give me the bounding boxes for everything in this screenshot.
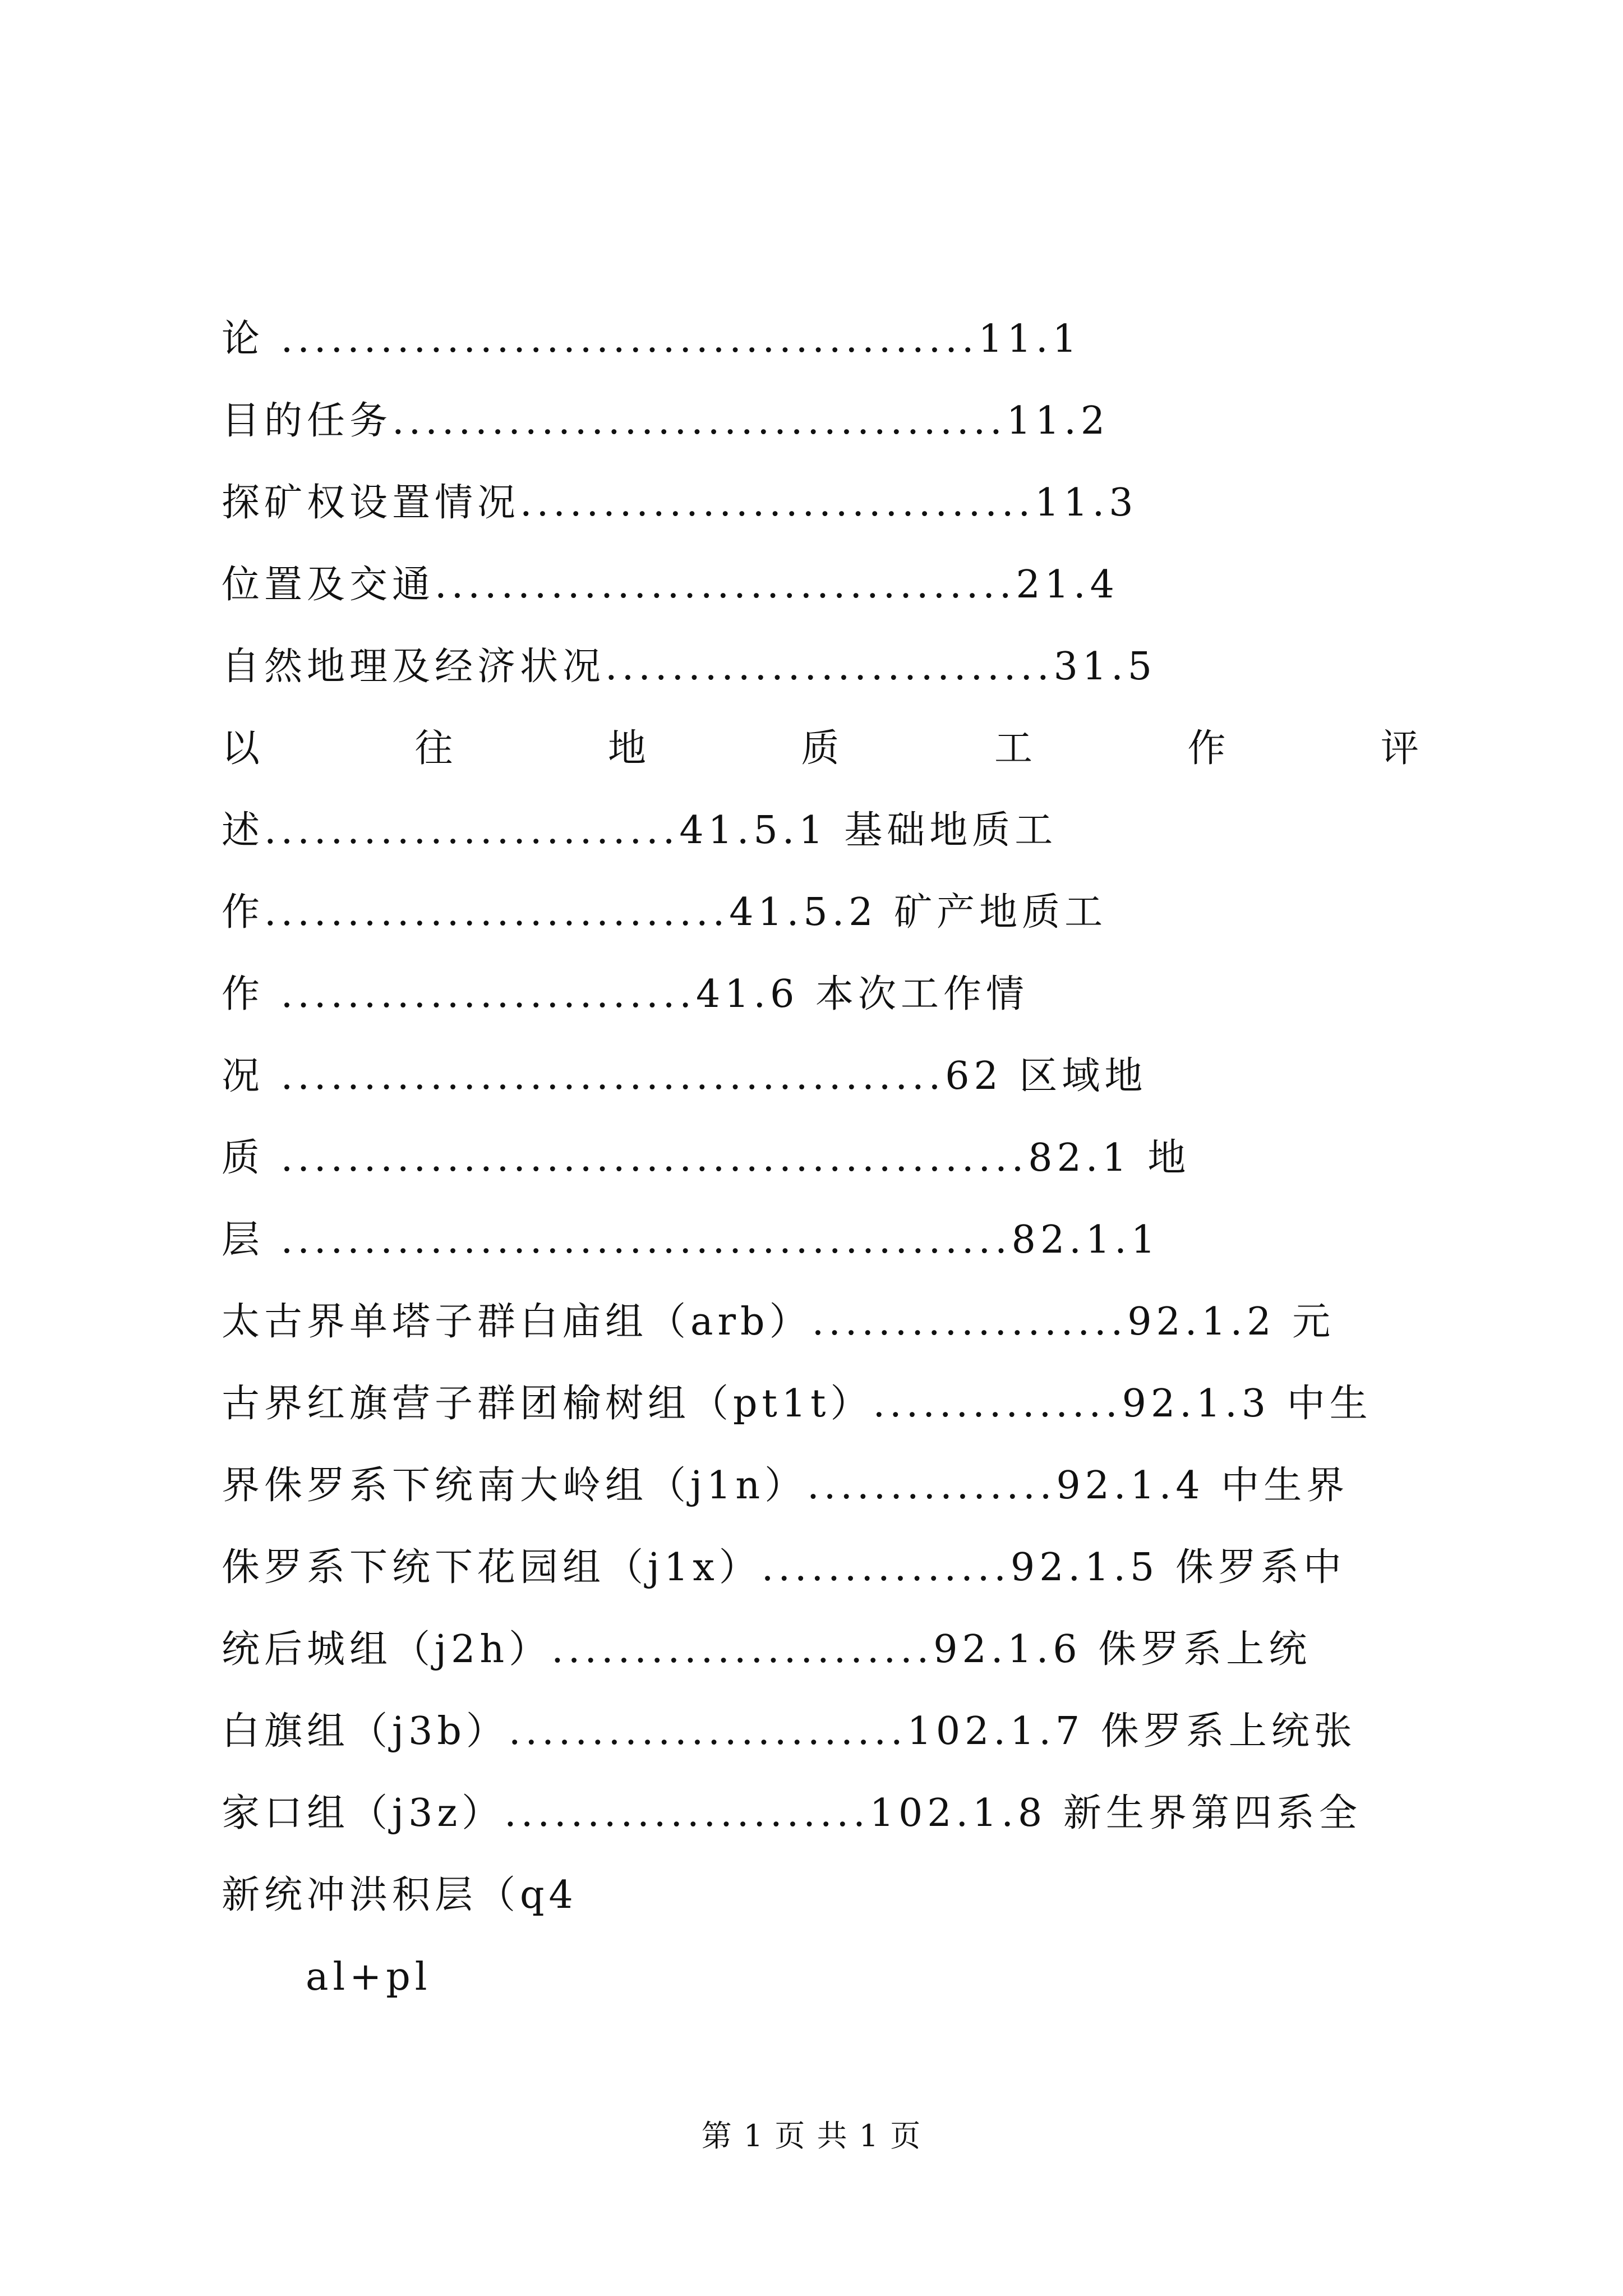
toc-line[interactable]: 论 ..........................................11.1 [222,317,1081,361]
toc-line[interactable]: 层 ............................................82.1.1 [222,1218,1160,1262]
toc-heading-char: 评 [1380,726,1419,771]
table-of-contents [222,309,1419,2028]
toc-line[interactable]: 统后城组（j2h）.......................92.1.6 侏罗系上统 [222,1627,1312,1672]
toc-line[interactable]: 侏罗系下统下花园组（j1x）...............92.1.5 侏罗系中 [222,1545,1346,1590]
toc-heading-char: 质 [801,726,840,771]
toc-heading-char: 以 [222,726,260,771]
toc-line[interactable]: 探矿权设置情况...............................11.3 [222,481,1138,525]
toc-heading-char: 作 [1187,726,1226,771]
toc-line[interactable]: 界侏罗系下统南大岭组（j1n）...............92.1.4 中生界 [222,1464,1349,1508]
page-footer: 第 1 页 共 1 页 [701,2118,922,2154]
toc-line[interactable]: 质 .............................................82.1 地 [222,1136,1191,1180]
toc-line[interactable]: 太古界单塔子群白庙组（arb）...................92.1.2 元 [222,1300,1335,1344]
toc-line[interactable]: 新统冲洪积层（q4 [222,1873,578,1917]
toc-line[interactable]: 位置及交通...................................21.4 [222,563,1119,607]
toc-line[interactable]: 古界红旗营子群团榆树组（pt1t）...............92.1.3 中生 [222,1382,1372,1426]
toc-heading-char: 工 [994,726,1032,771]
toc-line[interactable]: 况 ........................................62 区域地 [222,1054,1147,1098]
toc-line[interactable]: 自然地理及经济状况...........................31.5 [222,645,1157,689]
toc-line[interactable]: 家口组（j3z）......................102.1.8 新生界第四系全 [222,1791,1362,1835]
toc-line: al+pl [306,1955,432,1999]
toc-line[interactable]: 白旗组（j3b）........................102.1.7 侏罗系上统张 [222,1709,1357,1754]
toc-line[interactable]: 作 .........................41.6 本次工作情 [222,972,1029,1016]
toc-line[interactable]: 述.........................41.5.1 基础地质工 [222,808,1058,853]
toc-heading-char: 地 [607,726,646,771]
toc-spread-heading[interactable] [222,718,1419,800]
toc-heading-char: 往 [414,726,453,771]
toc-line[interactable]: 目的任务.....................................11.2 [222,399,1110,443]
toc-line[interactable]: 作............................41.5.2 矿产地质工 [222,890,1108,935]
